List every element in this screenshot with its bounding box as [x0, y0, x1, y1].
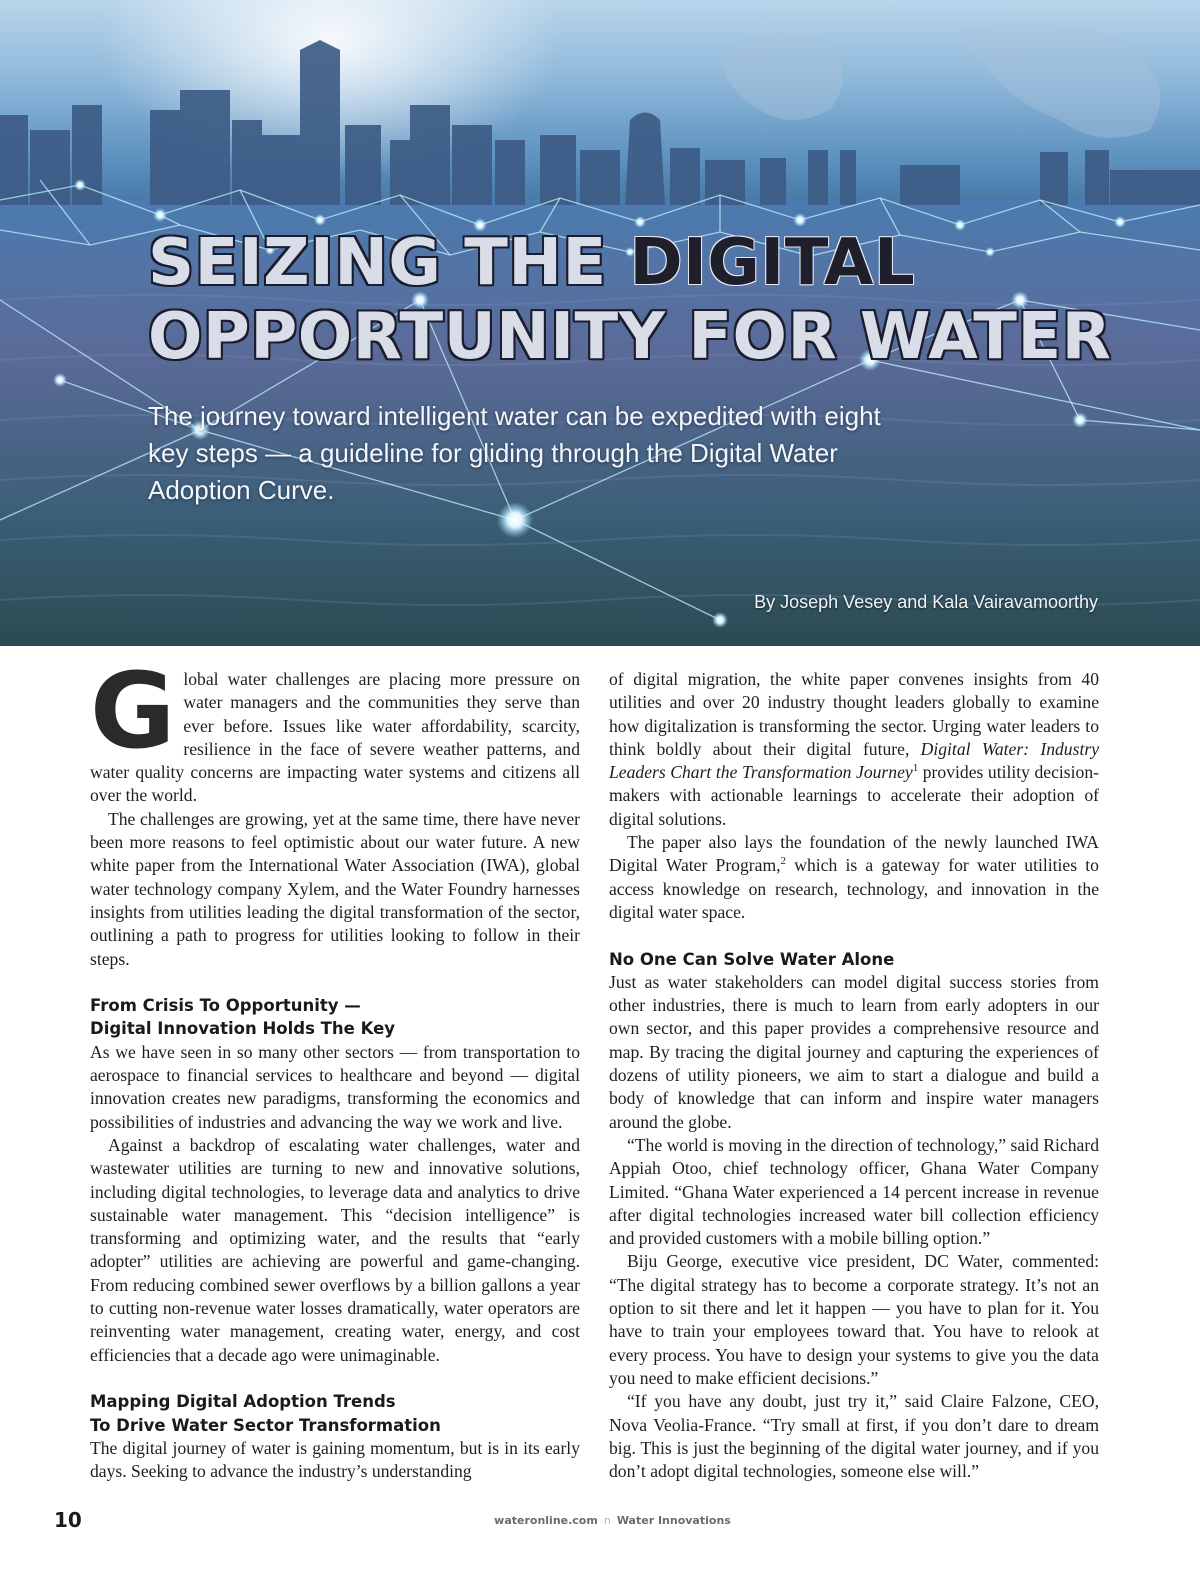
body-paragraph: “If you have any doubt, just try it,” said Claire Falzone, CEO, Nova Veolia-France. “Try small at first, if you don’t dare to dream big. This is just the beginning of the digital water journey, and if you don’t adopt digital technologies, someone else will.”	[609, 1391, 1099, 1482]
body-paragraph: of digital migration, the white paper convenes insights from 40 utilities and over 20 industry thought leaders globally to examine how digitalization is transforming the sector. Urging water leaders to think boldly about their digital future, Digital Water: Industry Leaders Chart the Transformation Journey$^1$ provides utility decision-makers with actionable learnings to accelerate their adoption of digital solutions.	[609, 669, 1099, 829]
body-paragraph: The challenges are growing, yet at the same time, there have never been more reasons to feel optimistic about our water future. A new white paper from the International Water Association (IWA), global water technology company Xylem, and the Water Foundry harnesses insights from utilities leading the digital transformation of the sector, outlining a path to progress for utilities looking to follow in their steps.	[90, 808, 580, 969]
body-paragraph: Against a backdrop of escalating water challenges, water and wastewater utilities are turning to new and innovative solutions, including digital technologies, to leverage data and analytics to drive sustainable water management. This “decision intelligence” is transforming and optimizing water, and the results that “early adopter” utilities are achieving are powerful and game-changing. From reducing combined sewer overflows by a billion gallons a year to cutting non-revenue water losses dramatically, water operators are reinventing water management, creating water, energy, and cost efficiencies that a decade ago were unimaginable.	[90, 1134, 580, 1365]
section-heading-mapping: Mapping Digital Adoption Trends To Drive Water Sector Transformation	[90, 1392, 441, 1435]
right-column	[609, 668, 1099, 1483]
body-paragraph: “The world is moving in the direction of technology,” said Richard Appiah Otoo, chief technology officer, Ghana Water Company Limited. “Ghana Water experienced a 14 percent increase in revenue after digital technologies increased water bill collection efficiency and provided customers with a mobile billing option.”	[609, 1134, 1099, 1249]
hero-banner	[0, 0, 1200, 646]
footer-site: wateronline.com	[494, 1514, 598, 1527]
body-paragraph: The paper also lays the foundation of the newly launched IWA Digital Water Program,$^2$ which is a gateway for water utilities to access knowledge on research, technology, and innovation in the digital water space.	[609, 832, 1099, 922]
article-deck: The journey toward intelligent water can be expedited with eight key steps — a guideline for gliding through the Digital Water Adoption Curve.	[148, 401, 881, 505]
drop-cap: G	[90, 650, 176, 772]
footer-credit	[0, 1514, 1200, 1527]
page-number: 10	[54, 1508, 82, 1532]
body-paragraph: Just as water stakeholders can model digital success stories from other industries, there is much to learn from early adopters in our own sector, and this paper provides a comprehensive resource and map. By tracing the digital journey and capturing the experiences of dozens of utility pioneers, we aim to start a dialogue and build a body of knowledge that can inform and inspire water managers around the globe.	[609, 971, 1099, 1132]
footer-publication: Water Innovations	[616, 1514, 731, 1527]
body-paragraph: As we have seen in so many other sectors — from transportation to aerospace to financial services to healthcare and beyond — digital innovation creates new paradigms, transforming the economics and possibilities of industries and advancing the way we work and live.	[90, 1041, 580, 1132]
body-paragraph: The digital journey of water is gaining momentum, but is in its early days. Seeking to advance the industry’s understanding	[90, 1437, 580, 1482]
title-line1-outline: SEIZING THE	[148, 226, 630, 300]
article-title	[148, 226, 1148, 374]
section-heading-no-one: No One Can Solve Water Alone	[609, 949, 895, 969]
intro-paragraph: Global water challenges are placing more pressure on water managers and the communities they serve than ever before. Issues like water affordability, scarcity, resilience in the face of severe weather patterns, and water quality concerns are impacting water systems and citizens all over the world.	[90, 650, 580, 806]
white-paper-title: Digital Water: Industry Leaders Chart the Transformation Journey	[609, 738, 1099, 783]
footer-separator: n	[603, 1514, 611, 1527]
footnote-ref: 1	[912, 762, 919, 775]
article-byline: By Joseph Vesey and Kala Vairavamoorthy	[754, 592, 1098, 612]
title-line1-solid: DIGITAL	[629, 226, 916, 300]
left-column	[90, 650, 580, 1483]
footnote-ref: 2	[780, 855, 787, 868]
section-heading-crisis: From Crisis To Opportunity — Digital Innovation Holds The Key	[90, 996, 396, 1039]
title-line2: OPPORTUNITY FOR WATER	[148, 300, 1112, 374]
body-paragraph: Biju George, executive vice president, DC Water, commented: “The digital strategy has to become a corporate strategy. It’s not an option to sit there and let it happen — you have to plan for it. You have to train your employees toward that. You have to relook at every process. You have to design your systems to give you the data you need to make efficient decisions.”	[609, 1251, 1099, 1388]
